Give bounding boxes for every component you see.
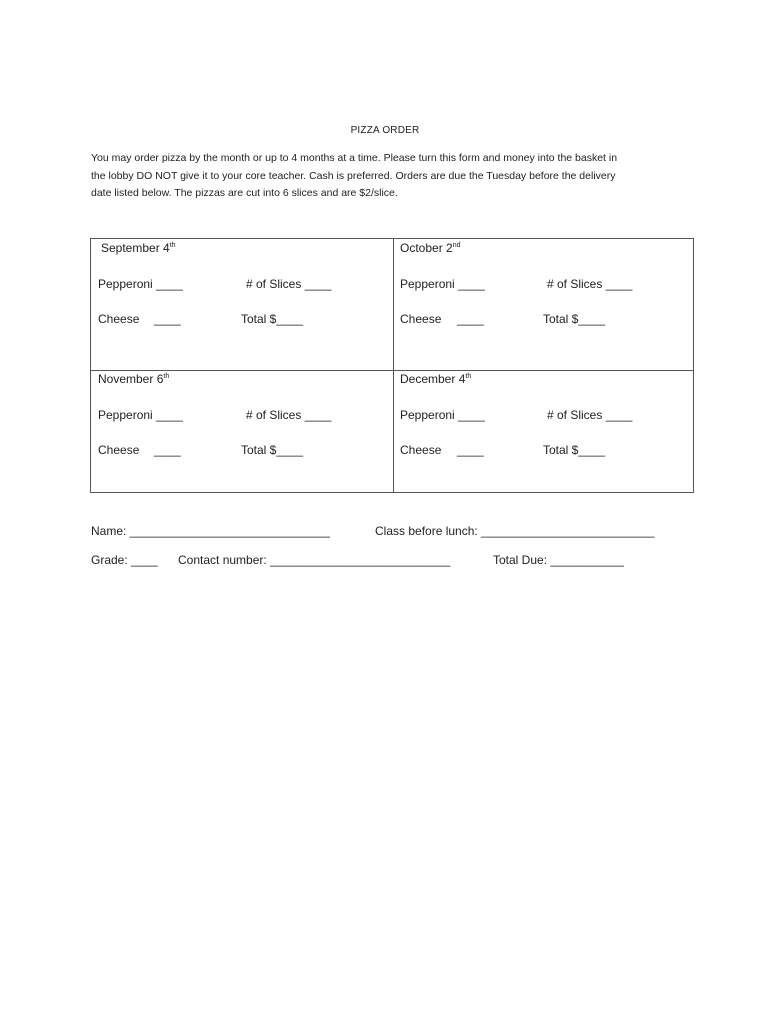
cheese-label: Cheese	[400, 312, 442, 326]
instructions-line: date listed below. The pizzas are cut into 6 slices and are $2/slice.	[91, 187, 398, 199]
order-grid	[90, 238, 694, 493]
delivery-date: October 2nd	[400, 241, 461, 255]
delivery-date: November 6th	[98, 372, 170, 386]
grid-divider-vertical	[393, 239, 394, 492]
pepperoni-field[interactable]: Pepperoni ____	[400, 408, 485, 422]
grid-divider-horizontal	[91, 370, 693, 371]
total-field[interactable]: Total $____	[543, 312, 606, 326]
cheese-field[interactable]: ____	[457, 312, 484, 326]
slices-field[interactable]: # of Slices ____	[246, 277, 332, 291]
pepperoni-field[interactable]: Pepperoni ____	[98, 277, 183, 291]
instructions	[91, 150, 691, 203]
name-field[interactable]: Name: ______________________________	[91, 524, 330, 538]
delivery-date: December 4th	[400, 372, 472, 386]
cheese-field[interactable]: ____	[457, 443, 484, 457]
total-field[interactable]: Total $____	[543, 443, 606, 457]
delivery-date: September 4th	[101, 241, 176, 255]
cheese-label: Cheese	[98, 443, 140, 457]
instructions-line: the lobby DO NOT give it to your core teacher. Cash is preferred. Orders are due the Tuesday before the delivery	[91, 169, 616, 182]
contact-number-field[interactable]: Contact number: ___________________________	[178, 553, 451, 567]
cheese-field[interactable]: ____	[154, 443, 181, 457]
pepperoni-field[interactable]: Pepperoni ____	[98, 408, 183, 422]
total-field[interactable]: Total $____	[241, 443, 304, 457]
cheese-label: Cheese	[98, 312, 140, 326]
pepperoni-field[interactable]: Pepperoni ____	[400, 277, 485, 291]
instructions-line: You may order pizza by the month or up to 4 months at a time. Please turn this form and money into the basket in	[91, 152, 618, 164]
slices-field[interactable]: # of Slices ____	[246, 408, 332, 422]
grade-field[interactable]: Grade: ____	[91, 553, 158, 567]
total-field[interactable]: Total $____	[241, 312, 304, 326]
total-due-field[interactable]: Total Due: ___________	[493, 553, 624, 567]
cheese-field[interactable]: ____	[154, 312, 181, 326]
slices-field[interactable]: # of Slices ____	[547, 277, 633, 291]
page-title: PIZZA ORDER	[350, 125, 420, 136]
cheese-label: Cheese	[400, 443, 442, 457]
slices-field[interactable]: # of Slices ____	[547, 408, 633, 422]
class-before-lunch-field[interactable]: Class before lunch: __________________________	[375, 524, 655, 538]
